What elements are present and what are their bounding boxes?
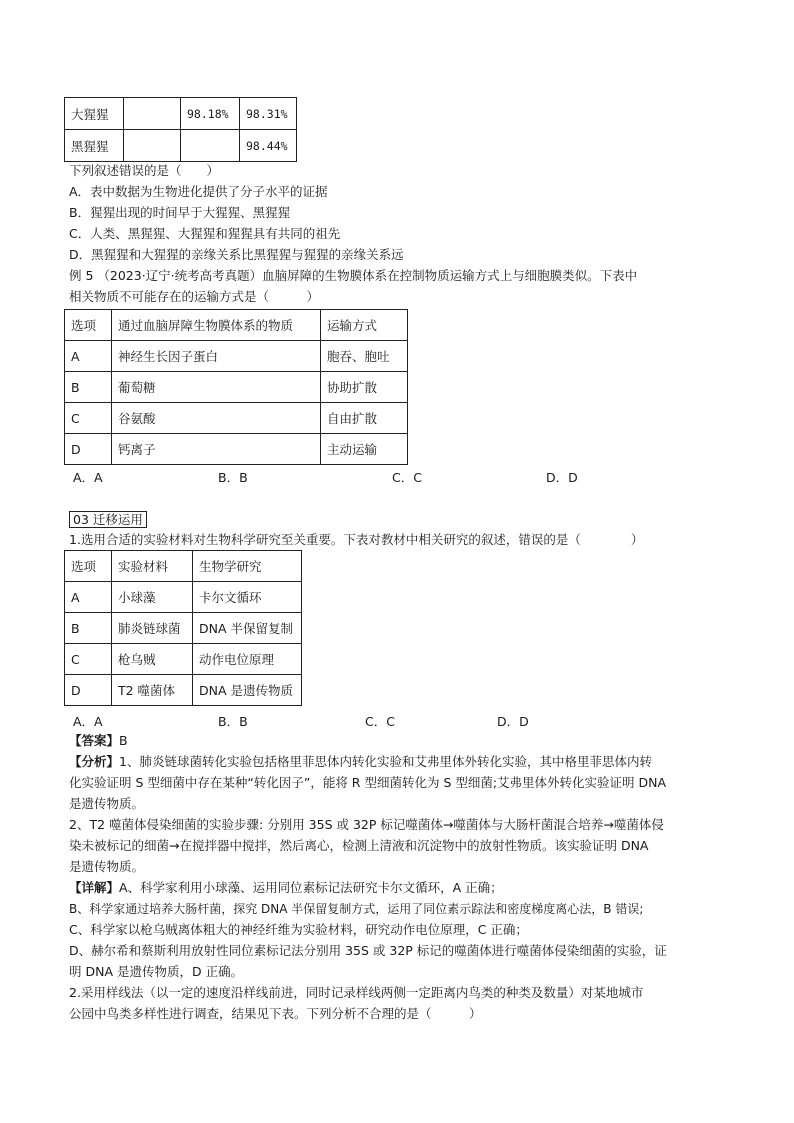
table-row	[65, 372, 408, 403]
table-cell: D	[65, 434, 112, 465]
answer-choice-b: B．B	[218, 470, 248, 485]
example-5-line2: 相关物质不可能存在的运输方式是（ ）	[69, 289, 320, 304]
materials-table	[64, 550, 302, 706]
table-row	[65, 613, 302, 644]
option-d: D．黑猩猩和大猩猩的亲缘关系比黑猩猩与猩猩的亲缘关系远	[69, 247, 404, 262]
analysis-text: 2、T2 噬菌体侵染细菌的实验步骤: 分别用 35S 或 32P 标记噬菌体→噬菌体与大肠杆菌混合培养→噬菌体侵	[69, 817, 664, 832]
table-row	[65, 130, 297, 162]
table-cell: B	[65, 613, 112, 644]
table-cell	[181, 130, 240, 162]
table-cell: 主动运输	[321, 434, 408, 465]
table-cell: 98.18%	[181, 98, 240, 130]
table-header: 选项	[65, 310, 112, 341]
table-cell: 98.44%	[240, 130, 297, 162]
analysis-text: 化实验证明 S 型细菌中存在某种“转化因子”，能将 R 型细菌转化为 S 型细菌;艾弗里体外转化实验证明 DNA	[69, 775, 667, 790]
q1-stem: 1.选用合适的实验材料对生物科学研究至关重要。下表对教材中相关研究的叙述，错误的是（ ）	[69, 532, 644, 547]
table-header-row	[65, 551, 302, 582]
table-cell: 钙离子	[112, 434, 321, 465]
transport-table	[64, 309, 408, 465]
answer-line	[69, 731, 128, 751]
table-cell: 自由扩散	[321, 403, 408, 434]
answer-choice-d: D．D	[546, 470, 578, 485]
table-row	[65, 341, 408, 372]
table-cell: A	[65, 341, 112, 372]
table-cell: 98.31%	[240, 98, 297, 130]
option-b: B．猩猩出现的时间早于大猩猩、黑猩猩	[69, 205, 291, 220]
analysis-text: 1、肺炎链球菌转化实验包括格里菲思体内转化实验和艾弗里体外转化实验，其中格里菲思体内转	[119, 754, 652, 769]
detail-text: 明 DNA 是遗传物质，D 正确。	[69, 964, 244, 979]
answer-choice-a: A．A	[73, 714, 103, 729]
analysis-line	[69, 752, 652, 772]
q2-line1: 2.采用样线法（以一定的速度沿样线前进，同时记录样线两侧一定距离内鸟类的种类及数量）对某地城市	[69, 985, 644, 1000]
table-cell: 卡尔文循环	[193, 582, 302, 613]
detail-text: B、科学家通过培养大肠杆菌，探究 DNA 半保留复制方式，运用了同位素示踪法和密度梯度离心法，B 错误;	[69, 902, 644, 916]
example-5-line1: 例 5 （2023·辽宁·统考高考真题）血脑屏障的生物膜体系在控制物质运输方式上与细胞膜类似。下表中	[69, 268, 638, 283]
question-stem: 下列叙述错误的是（ ）	[69, 163, 220, 178]
table-header: 选项	[65, 551, 112, 582]
table-header: 生物学研究	[193, 551, 302, 582]
q2-line2: 公园中鸟类多样性进行调查，结果见下表。下列分析不合理的是（ ）	[69, 1006, 482, 1021]
similarity-table	[64, 97, 297, 162]
table-cell: 肺炎链球菌	[112, 613, 193, 644]
analysis-text: 是遗传物质。	[69, 859, 145, 874]
table-cell: D	[65, 675, 112, 706]
table-cell: 协助扩散	[321, 372, 408, 403]
table-cell: C	[65, 403, 112, 434]
answer-choice-a: A．A	[73, 470, 103, 485]
detail-text: D、赫尔希和蔡斯利用放射性同位素标记法分别用 35S 或 32P 标记的噬菌体进行噬菌体侵染细菌的实验，证	[69, 943, 667, 958]
table-cell: C	[65, 644, 112, 675]
table-row	[65, 644, 302, 675]
table-row	[65, 675, 302, 706]
detail-text: A、科学家利用小球藻、运用同位素标记法研究卡尔文循环，A 正确；	[119, 880, 503, 895]
table-cell: 神经生长因子蛋白	[112, 341, 321, 372]
option-a: A．表中数据为生物进化提供了分子水平的证据	[69, 184, 328, 199]
table-cell: 黑猩猩	[65, 130, 124, 162]
answer-choice-c: C．C	[392, 470, 422, 485]
table-cell: T2 噬菌体	[112, 675, 193, 706]
analysis-tag: 【分析】	[69, 754, 120, 769]
table-cell: 大猩猩	[65, 98, 124, 130]
answer-choice-d: D．D	[497, 714, 529, 729]
answer-choice-b: B．B	[218, 714, 248, 729]
table-row	[65, 434, 408, 465]
table-header-row	[65, 310, 408, 341]
answer-tag: 【答案】	[69, 733, 120, 748]
table-cell: 胞吞、胞吐	[321, 341, 408, 372]
analysis-text: 是遗传物质。	[69, 796, 145, 811]
answer-choice-c: C．C	[365, 714, 395, 729]
table-cell	[124, 130, 181, 162]
detail-tag: 【详解】	[69, 880, 120, 895]
table-row	[65, 98, 297, 130]
table-cell: 葡萄糖	[112, 372, 321, 403]
table-row	[65, 403, 408, 434]
table-cell	[124, 98, 181, 130]
option-c: C．人类、黑猩猩、大猩猩和猩猩具有共同的祖先	[69, 226, 341, 241]
table-cell: 谷氨酸	[112, 403, 321, 434]
detail-text: C、科学家以枪乌贼离体粗大的神经纤维为实验材料，研究动作电位原理，C 正确；	[69, 922, 528, 937]
answer-value: B	[119, 733, 128, 748]
table-cell: A	[65, 582, 112, 613]
table-header: 实验材料	[112, 551, 193, 582]
analysis-text: 染未被标记的细菌→在搅拌器中搅拌，然后离心，检测上清液和沉淀物中的放射性物质。该实验证明 DNA	[69, 838, 649, 853]
detail-line	[69, 878, 503, 898]
section-title: 03 迁移运用	[69, 511, 147, 528]
table-cell: DNA 是遗传物质	[193, 675, 302, 706]
table-header: 运输方式	[321, 310, 408, 341]
table-cell: 小球藻	[112, 582, 193, 613]
table-cell: B	[65, 372, 112, 403]
table-header: 通过血脑屏障生物膜体系的物质	[112, 310, 321, 341]
table-cell: DNA 半保留复制	[193, 613, 302, 644]
table-cell: 动作电位原理	[193, 644, 302, 675]
table-cell: 枪乌贼	[112, 644, 193, 675]
table-row	[65, 582, 302, 613]
